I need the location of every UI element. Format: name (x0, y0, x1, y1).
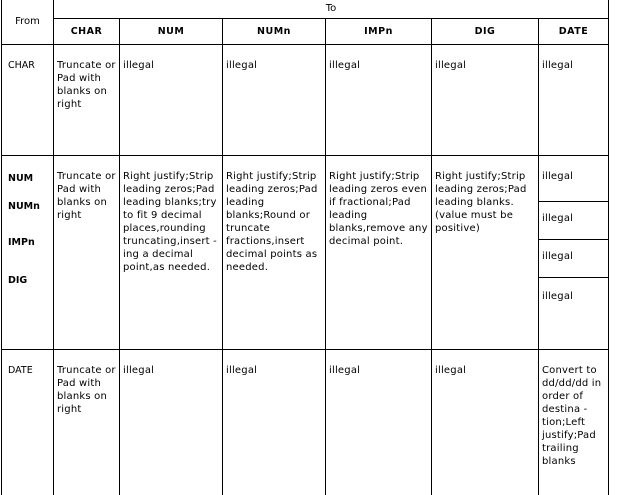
cell-num-to-date: illegal (539, 156, 609, 202)
row-label-impn: IMPn (8, 237, 35, 248)
cell-numn-to-date: illegal (539, 202, 609, 240)
row-label-num: NUM (8, 173, 34, 184)
column-header-date: DATE (539, 19, 609, 45)
row-label-numn: NUMn (8, 201, 40, 212)
column-header-numn: NUMn (223, 19, 326, 45)
table-row (2, 156, 609, 202)
to-header: To (54, 0, 609, 19)
cell-dig-to-date: illegal (539, 278, 609, 350)
cell-char-to-num: illegal (120, 45, 223, 156)
cell-numeric-to-numn: Right justify;Strip leading zeros;Pad leading blanks;Round or truncate fractions,insert decimal points as needed. (223, 156, 326, 350)
cell-numeric-to-dig: Right justify;Strip leading zeros;Pad leading blanks.(value must be positive) (432, 156, 539, 350)
cell-date-to-num: illegal (120, 350, 223, 495)
cell-char-to-date: illegal (539, 45, 609, 156)
conversion-table (1, 0, 609, 495)
row-label-numeric-group (2, 156, 54, 350)
cell-impn-to-date: illegal (539, 240, 609, 278)
cell-char-to-impn: illegal (326, 45, 432, 156)
from-header: From (2, 0, 54, 45)
column-header-impn: IMPn (326, 19, 432, 45)
column-header-dig: DIG (432, 19, 539, 45)
cell-char-to-char: Truncate or Pad with blanks on right (54, 45, 120, 156)
cell-numeric-to-char: Truncate or Pad with blanks on right (54, 156, 120, 350)
row-label-dig: DIG (8, 275, 28, 286)
cell-date-to-dig: illegal (432, 350, 539, 495)
cell-char-to-numn: illegal (223, 45, 326, 156)
row-label-char: CHAR (2, 45, 54, 156)
table-row (2, 45, 609, 156)
row-label-date: DATE (2, 350, 54, 495)
column-header-num: NUM (120, 19, 223, 45)
column-header-char: CHAR (54, 19, 120, 45)
cell-date-to-impn: illegal (326, 350, 432, 495)
cell-date-to-char: Truncate or Pad with blanks on right (54, 350, 120, 495)
cell-char-to-dig: illegal (432, 45, 539, 156)
cell-numeric-to-impn: Right justify;Strip leading zeros even if fractional;Pad leading blanks,remove any decimal point. (326, 156, 432, 350)
cell-date-to-date: Convert to dd/dd/dd in order of destina -tion;Left justify;Pad trailing blanks (539, 350, 609, 495)
cell-numeric-to-num: Right justify;Strip leading zeros;Pad leading blanks;try to fit 9 decimal places,rounding truncating,insert -ing a decimal point,as needed. (120, 156, 223, 350)
cell-date-to-numn: illegal (223, 350, 326, 495)
table-row (2, 350, 609, 495)
